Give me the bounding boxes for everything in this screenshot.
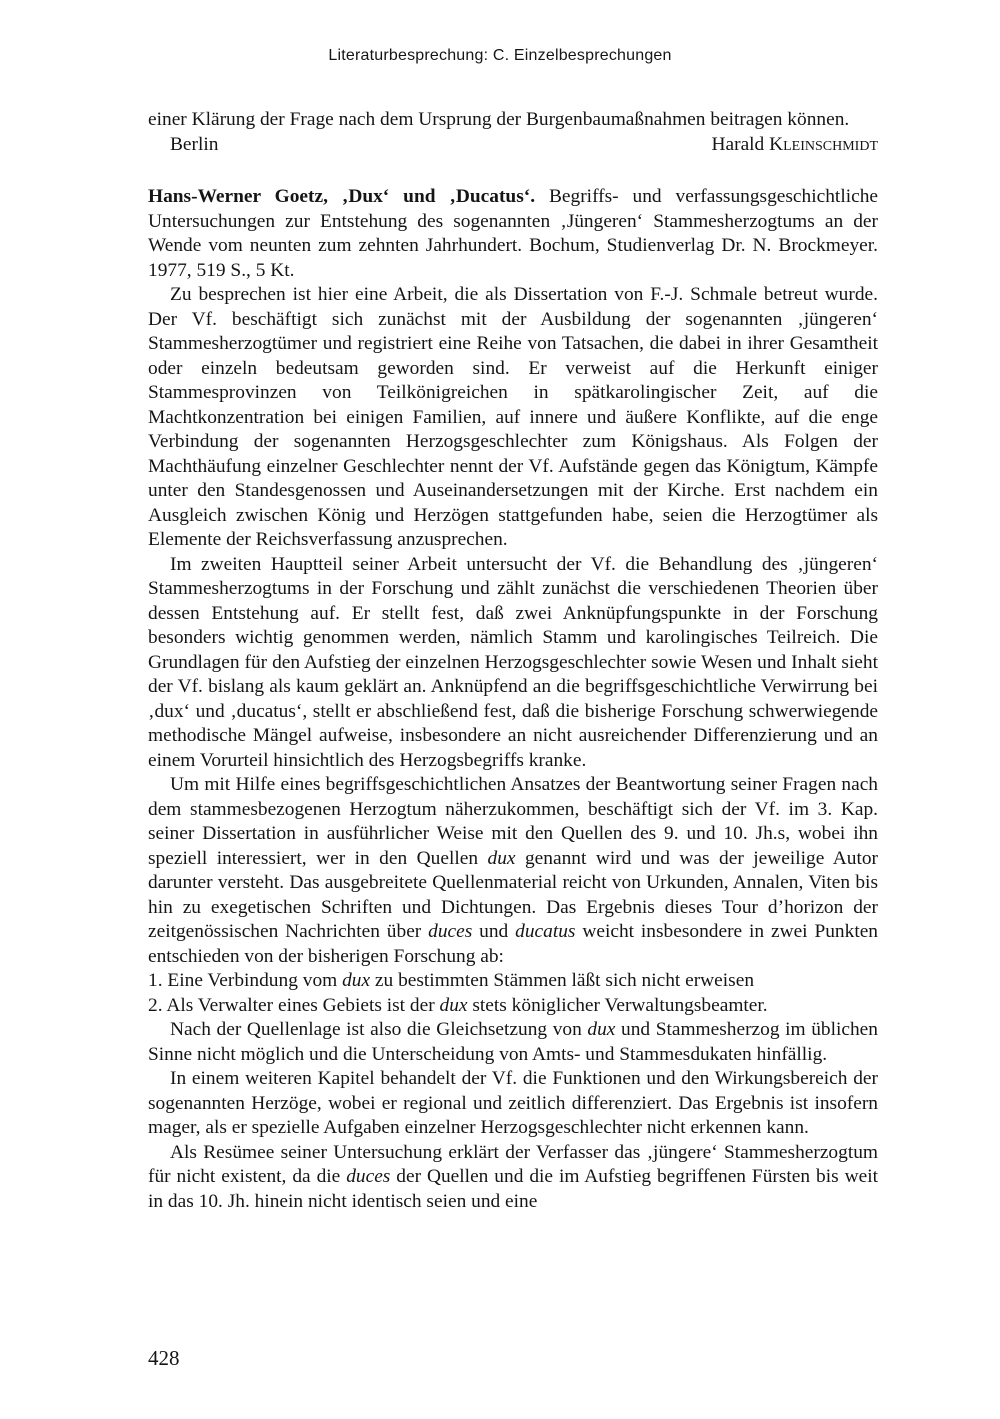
previous-review-tail: einer Klärung der Frage nach dem Ursprung der Burgenbaumaßnahmen beitragen können.	[148, 109, 850, 130]
paragraph-1: Zu besprechen ist hier eine Arbeit, die als Dissertation von F.-J. Schmale betreut wurde. Der Vf. beschäftigt sich zunächst mit der Ausbildung der sogenannten ‚jüngeren‘ Stammesherzogtümer und registriert eine Reihe von Tatsachen, die dabei in ihrer Gesamtheit oder einzeln bedeutsam geworden sind. Er verweist auf die Herkunft einiger Stammesprovinzen von Teilkönigreichen in spätkarolingischer Zeit, auf die Machtkonzentration bei einigen Familien, auf innere und äußere Konflikte, auf die enge Verbindung der sogenannten Herzogsgeschlechter zum Königshaus. Als Folgen der Machthäufung einzelner Geschlechter nennt der Vf. Aufstände gegen das Königtum, Kämpfe unter den Standesgenossen und Auseinandersetzungen mit der Kirche. Erst nachdem ein Ausgleich zwischen König und Herzögen stattgefunden habe, seien die Herzogtümer als Elemente der Reichsverfassung anzusprechen.	[148, 284, 878, 550]
reviewer-signature	[148, 133, 878, 158]
paragraph-5: In einem weiteren Kapitel behandelt der Vf. die Funktionen und den Wirkungsbereich der sogenannten Herzöge, wobei er regional und zeitlich differenziert. Das Ergebnis ist insofern mager, als er spezielle Aufgaben einzelner Herzogsgeschlechter nicht erkennen kann.	[148, 1068, 878, 1138]
paragraph-6: Als Resümee seiner Untersuchung erklärt der Verfasser das ‚jüngere‘ Stammesherzogtum für nicht existent, da die duces der Quellen und die im Aufstieg begriffenen Fürsten bis weit in das 10. Jh. hinein nicht identisch seien und eine	[148, 1141, 878, 1212]
paragraph-3: Um mit Hilfe eines begriffsgeschichtlichen Ansatzes der Beantwortung seiner Fragen nach dem stammesbezogenen Herzogtum näherzukommen, beschäftigt sich der Vf. im 3. Kap. seiner Dissertation in ausführlicher Weise mit den Quellen des 9. und 10. Jh.s, wobei ihn speziell interessiert, wer in den Quellen dux genannt wird und was der jeweilige Autor darunter versteht. Das ausgebreitete Quellenmaterial reicht von Urkunden, Annalen, Viten bis hin zu exegetischen Schriften und Dichtungen. Das Ergebnis dieses Tour d’horizon der zeitgenössischen Nachrichten über duces und ducatus weicht insbesondere in zwei Punkten entschieden von der bisherigen Forschung ab:	[148, 774, 879, 967]
book-title: ‚Dux‘ und ‚Ducatus‘.	[327, 186, 536, 207]
list-item-2: 2. Als Verwalter eines Gebiets ist der dux stets königlicher Verwaltungsbeamter.	[148, 994, 768, 1016]
page-number: 428	[148, 1346, 180, 1370]
page-body	[148, 108, 878, 1214]
book-bibliography: Begriffs- und verfassungsgeschichtliche Untersuchungen zur Entstehung des sogenannten ‚Jüngeren‘ Stammesherzogtums an der Wende vom neunten zum zehnten Jahrhundert. Bochum, Studienverlag Dr. N. Brockmeyer. 1977, 519 S., 5 Kt.	[148, 186, 878, 281]
running-header: Literaturbesprechung: C. Einzelbesprechungen	[328, 47, 672, 64]
signature-name: Harald Kleinschmidt	[711, 133, 878, 155]
review-citation	[148, 185, 878, 283]
paragraph-4: Nach der Quellenlage ist also die Gleichsetzung von dux und Stammesherzog im üblichen Sinne nicht möglich und die Unterscheidung von Amts- und Stammesdukaten hinfällig.	[148, 1019, 878, 1065]
paragraph-2: Im zweiten Hauptteil seiner Arbeit untersucht der Vf. die Behandlung des ‚jüngeren‘ Stammesherzogtums in der Forschung und zählt zunächst die verschiedenen Theorien über dessen Entstehung auf. Er stellt fest, daß zwei Anknüpfungspunkte in der Forschung besonders wichtig genommen werden, nämlich Stamm und karolingisches Teilreich. Die Grundlagen für den Aufstieg der einzelnen Herzogsgeschlechter sowie Wesen und Inhalt sieht der Vf. bislang als kaum geklärt an. Anknüpfend an die begriffsgeschichtliche Verwirrung bei ‚dux‘ und ‚ducatus‘, stellt er abschließend fest, daß die bisherige Forschung schwerwiegende methodische Mängel aufweise, insbesondere an nicht ausreichender Differenzierung und an einem Vorurteil hinsichtlich des Herzogsbegriffs kranke.	[148, 553, 878, 771]
book-author: Hans-Werner Goetz,	[148, 186, 328, 207]
list-item-1: 1. Eine Verbindung vom dux zu bestimmten Stämmen läßt sich nicht erweisen	[148, 970, 755, 991]
signature-place: Berlin	[170, 133, 219, 155]
